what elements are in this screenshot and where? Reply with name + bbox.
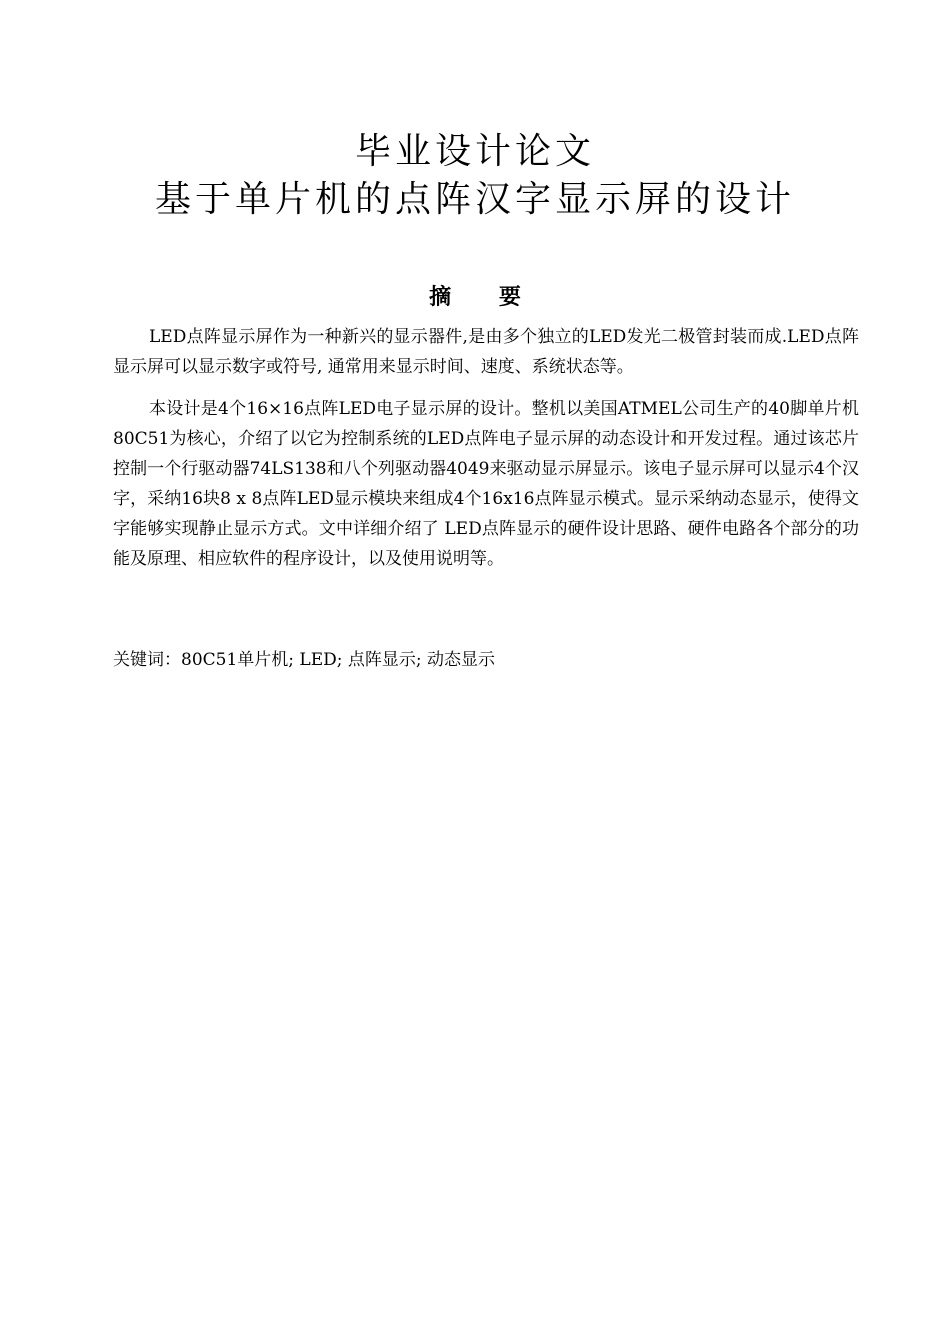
thesis-title-line1: 毕业设计论文 xyxy=(354,131,595,172)
abstract-paragraph-2 xyxy=(113,394,859,574)
abstract-paragraph-1-text: LED点阵显示屏作为一种新兴的显示器件,是由多个独立的LED发光二极管封装而成.LED点阵显示屏可以显示数字或符号, 通常用来显示时间、速度、系统状态等。 xyxy=(113,327,859,377)
abstract-paragraph-1 xyxy=(113,322,859,382)
keywords-line: 关键词：80C51单片机; LED; 点阵显示; 动态显示 xyxy=(113,650,495,670)
thesis-title-line2: 基于单片机的点阵汉字显示屏的设计 xyxy=(154,179,795,220)
abstract-heading: 摘 要 xyxy=(429,285,541,310)
abstract-paragraph-2-text: 本设计是4个16×16点阵LED电子显示屏的设计。整机以美国ATMEL公司生产的40脚单片机80C51为核心，介绍了以它为控制系统的LED点阵电子显示屏的动态设计和开发过程。通过该芯片控制一个行驱动器74LS138和八个列驱动器4049来驱动显示屏显示。该电子显示屏可以显示4个汉字，采纳16块8 x 8点阵LED显示模块来组成4个16x16点阵显示模式。显示采纳动态显示，使得文字能够实现静止显示方式。文中详细介绍了 LED点阵显示的硬件设计思路、硬件电路各个部分的功能及原理、相应软件的程序设计，以及使用说明等。 xyxy=(113,399,859,569)
